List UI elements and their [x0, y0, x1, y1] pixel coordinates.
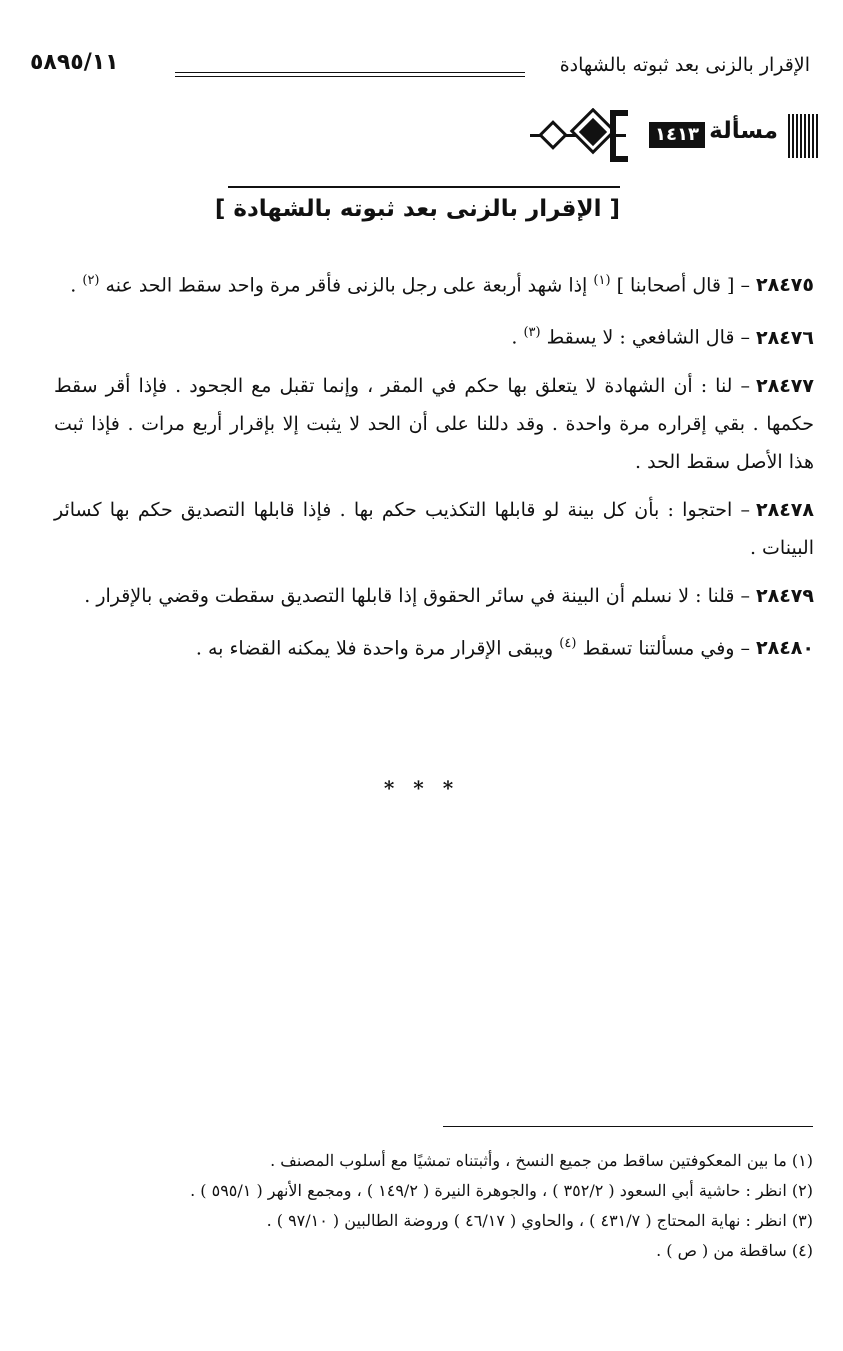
geometric-ornament-icon — [530, 108, 630, 164]
paragraph — [54, 367, 814, 481]
issue-banner — [530, 108, 818, 164]
paragraph-text: . — [511, 326, 524, 349]
footnote-marker: (٣) — [523, 325, 541, 341]
paragraph-number: ٢٨٤٧٨ — [756, 498, 814, 521]
paragraph-text: – وفي مسألتنا تسقط — [576, 636, 751, 659]
section-title-box — [214, 186, 620, 232]
paragraph-text: – [ قال أصحابنا ] — [610, 274, 751, 297]
section-title: [ الإقرار بالزنى بعد ثبوته بالشهادة ] — [214, 196, 620, 222]
issue-label: مسألة — [709, 118, 778, 144]
paragraph — [54, 262, 814, 304]
paragraph-text: – احتجوا : بأن كل بينة لو قابلها التكذيب حكم بها . فإذا قابلها التصديق حكم بها كسائر البينات . — [54, 498, 814, 559]
paragraph — [54, 314, 814, 356]
footnote: (٣) انظر : نهاية المحتاج ( ٤٣١/٧ ) ، والحاوي ( ٤٦/١٧ ) وروضة الطالبين ( ٩٧/١٠ ) . — [266, 1211, 813, 1230]
paragraph-number: ٢٨٤٨٠ — [756, 636, 814, 659]
paragraph-text: ويبقى الإقرار مرة واحدة فلا يمكنه القضاء به . — [195, 636, 560, 659]
paragraph-text: – قلنا : لا نسلم أن البينة في سائر الحقوق إذا قابلها التصديق سقطت وقضي بالإقرار . — [84, 584, 751, 607]
footnote-marker: (٢) — [82, 273, 100, 288]
footnote-marker: (٤) — [559, 635, 577, 651]
section-separator: * * * — [383, 776, 460, 800]
footnote-rule — [443, 1126, 813, 1127]
body-text — [54, 262, 814, 677]
paragraph — [54, 491, 814, 567]
paragraph-text: – قال الشافعي : لا يسقط — [540, 326, 751, 349]
footnotes — [50, 1146, 813, 1266]
paragraph-number: ٢٨٤٧٥ — [756, 274, 814, 297]
footnote: (٢) انظر : حاشية أبي السعود ( ٣٥٢/٢ ) ، والجوهرة النيرة ( ١٤٩/٢ ) ، ومجمع الأنهر ( ٥٩٥/١ ) . — [190, 1181, 813, 1200]
paragraph-number: ٢٨٤٧٧ — [756, 374, 814, 397]
page-reference: ٥٨٩٥/١١ — [30, 50, 119, 75]
running-header — [30, 50, 810, 86]
paragraph-number: ٢٨٤٧٩ — [756, 584, 814, 607]
footnote: (٤) ساقطة من ( ص ) . — [656, 1241, 813, 1260]
hatch-ornament-icon — [788, 114, 818, 158]
paragraph-text: إذا شهد أربعة على رجل بالزنى فأقر مرة واحد سقط الحد عنه — [99, 274, 594, 297]
footnote-marker: (١) — [593, 273, 611, 288]
paragraph-number: ٢٨٤٧٦ — [756, 326, 814, 349]
paragraph-text: – لنا : أن الشهادة لا يتعلق بها حكم في المقر ، وإنما تقبل مع الجحود . فإذا أقر سقط حكمها . بقي إقراره مرة واحدة . وقد دللنا على أن الحد لا يثبت إلا بإقرار أربع مرات . فإذا ثبت هذا الأصل سقط الحد . — [54, 374, 814, 473]
running-title: الإقرار بالزنى بعد ثبوته بالشهادة — [559, 54, 810, 76]
paragraph-text: . — [70, 274, 83, 297]
footnote: (١) ما بين المعكوفتين ساقط من جميع النسخ ، وأثبتناه تمشيًا مع أسلوب المصنف . — [270, 1151, 813, 1170]
paragraph — [54, 577, 814, 615]
paragraph — [54, 625, 814, 667]
issue-number: ١٤١٣ — [649, 122, 705, 148]
header-rule — [175, 72, 525, 77]
